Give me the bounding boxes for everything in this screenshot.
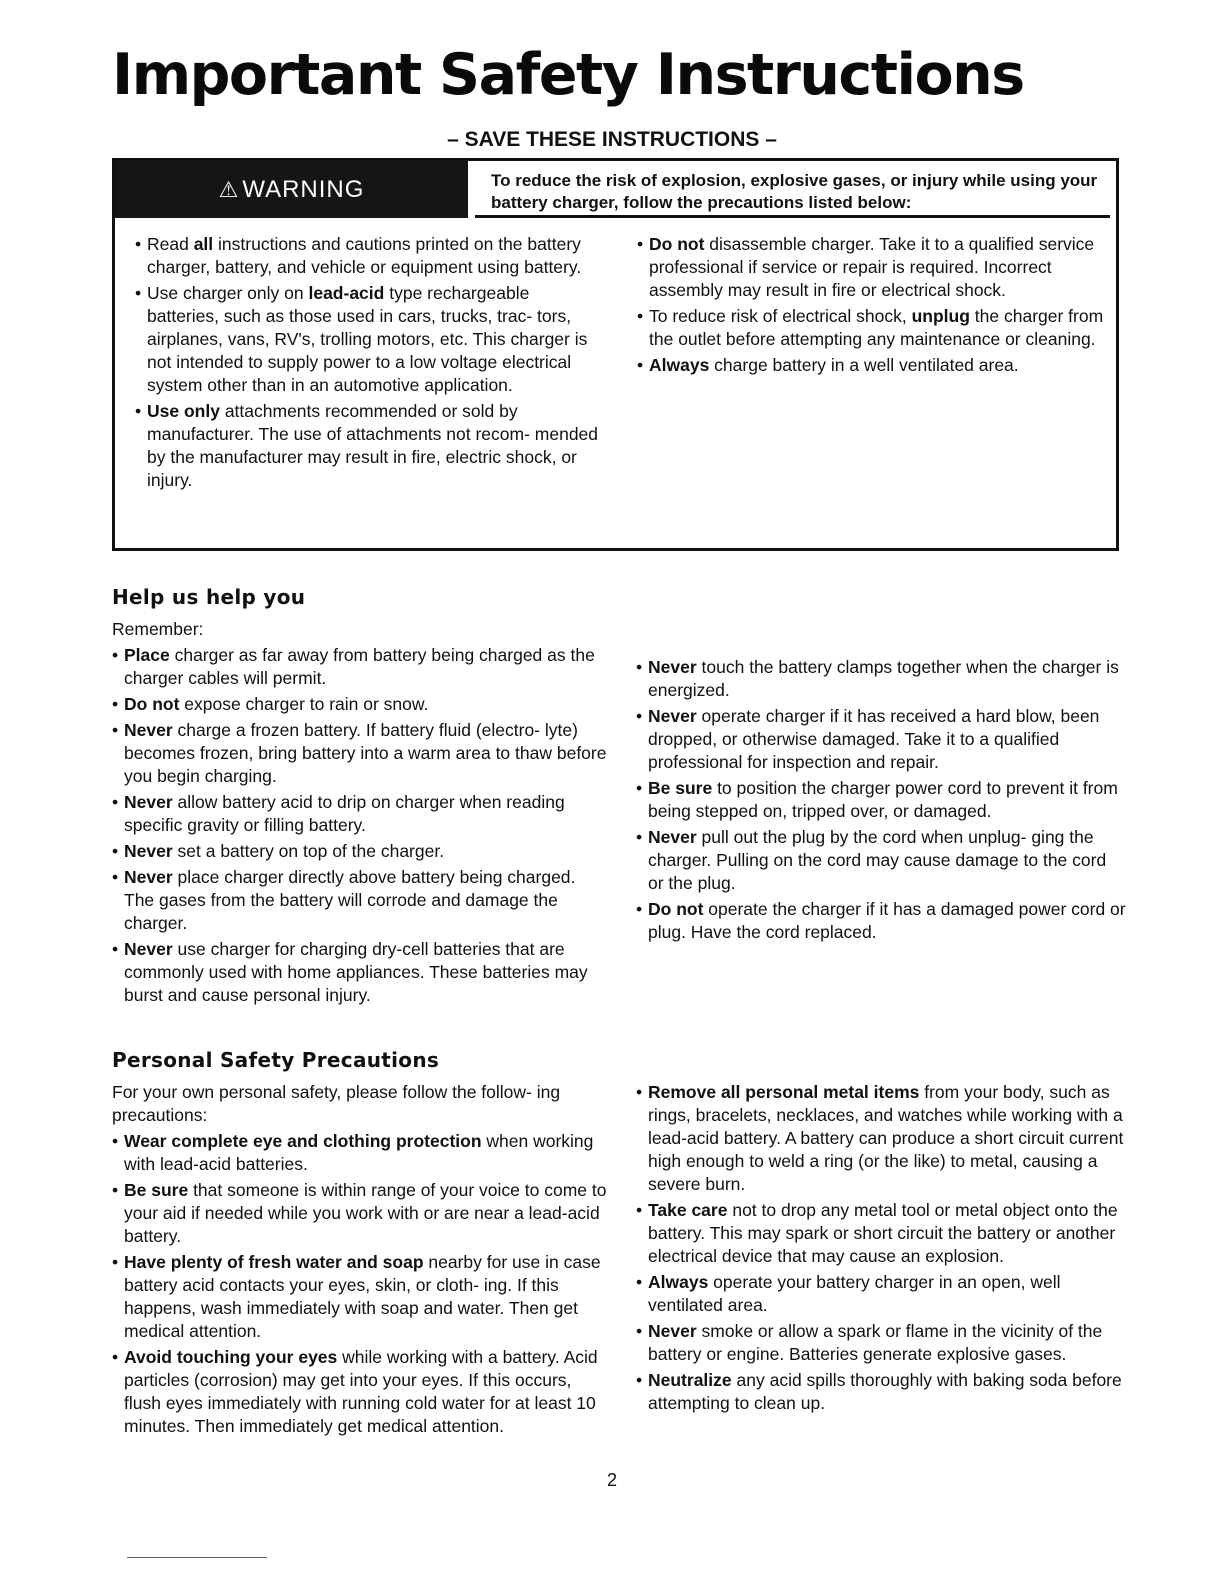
list-item	[135, 400, 605, 492]
list-item	[636, 1320, 1126, 1366]
item-text: nearby for use in case battery acid contacts your eyes, skin, or cloth- ing. If this happens, wash immediately with soap and water. Then get medical attention.	[124, 1252, 601, 1341]
list-item	[112, 693, 607, 716]
item-text: expose charger to rain or snow.	[179, 694, 429, 714]
list-item	[636, 656, 1126, 702]
list-item	[636, 898, 1126, 944]
list-item	[636, 1369, 1126, 1415]
warning-right-list	[637, 233, 1107, 377]
item-text-pre: To reduce risk of electrical shock,	[649, 306, 912, 326]
item-text: while working with a battery. Acid particles (corrosion) may get into your eyes. If this occurs, flush eyes immediately with running cold water for at least 10 minutes. Then immediately get medical attention.	[124, 1347, 598, 1436]
warning-banner	[115, 161, 468, 218]
item-emphasis: Use only	[147, 401, 220, 421]
item-emphasis: Never	[124, 939, 173, 959]
item-emphasis: Do not	[124, 694, 180, 714]
list-item	[112, 791, 607, 837]
list-item	[636, 1271, 1126, 1317]
list-item	[636, 1081, 1126, 1196]
item-emphasis: all	[193, 234, 214, 254]
warning-box	[112, 158, 1119, 551]
item-text-pre: Use charger only on	[147, 283, 309, 303]
item-text-pre: Read	[147, 234, 194, 254]
item-text: the charger from the outlet before attempting any maintenance or cleaning.	[649, 306, 1104, 349]
item-text: place charger directly above battery being charged. The gases from the battery will corrode and damage the charger.	[124, 867, 576, 933]
item-text: set a battery on top of the charger.	[172, 841, 445, 861]
help-left-list	[112, 644, 607, 1007]
item-emphasis: Have plenty of fresh water and soap	[124, 1252, 424, 1272]
help-left-column	[112, 618, 607, 1010]
warning-left-column	[135, 233, 605, 495]
footer-rule	[127, 1557, 267, 1558]
list-item	[135, 233, 605, 279]
item-emphasis: Never	[124, 841, 173, 861]
list-item	[637, 305, 1107, 351]
item-text: charge battery in a well ventilated area.	[709, 355, 1019, 375]
personal-left-column	[112, 1081, 607, 1441]
warning-left-list	[135, 233, 605, 492]
item-emphasis: lead-acid	[308, 283, 385, 303]
item-emphasis: Never	[648, 706, 697, 726]
item-emphasis: Never	[648, 657, 697, 677]
list-item	[112, 1251, 607, 1343]
item-text: operate your battery charger in an open, well ventilated area.	[648, 1272, 1061, 1315]
list-item	[636, 1199, 1126, 1268]
item-emphasis: Avoid touching your eyes	[124, 1347, 338, 1367]
list-item	[112, 1179, 607, 1248]
item-text: to position the charger power cord to prevent it from being stepped on, tripped over, or damaged.	[648, 778, 1118, 821]
list-item	[636, 705, 1126, 774]
personal-safety-heading: Personal Safety Precautions	[112, 1048, 440, 1072]
item-emphasis: Remove all personal metal items	[648, 1082, 920, 1102]
list-item	[112, 719, 607, 788]
list-item	[636, 826, 1126, 895]
item-emphasis: Never	[124, 792, 173, 812]
item-text: instructions and cautions printed on the battery charger, battery, and vehicle or equipment using battery.	[147, 234, 582, 277]
list-item	[637, 233, 1107, 302]
page-title: Important Safety Instructions	[112, 42, 1024, 108]
list-item	[637, 354, 1107, 377]
help-heading: Help us help you	[112, 585, 306, 609]
item-text: operate the charger if it has a damaged power cord or plug. Have the cord replaced.	[648, 899, 1126, 942]
item-emphasis: Be sure	[124, 1180, 189, 1200]
item-text: operate charger if it has received a hard blow, been dropped, or otherwise damaged. Take it to a qualified professional for inspection and repair.	[648, 706, 1100, 772]
warning-triangle-icon: ⚠	[218, 176, 239, 202]
item-text: pull out the plug by the cord when unplug- ging the charger. Pulling on the cord may cause damage to the cord or the plug.	[648, 827, 1107, 893]
item-emphasis: Never	[648, 827, 697, 847]
item-emphasis: Neutralize	[648, 1370, 732, 1390]
item-text: disassemble charger. Take it to a qualified service professional if service or repair is required. Incorrect assembly may result in fire or electrical shock.	[649, 234, 1095, 300]
personal-right-column	[636, 1081, 1126, 1418]
list-item	[112, 840, 607, 863]
help-right-column	[636, 656, 1126, 947]
item-emphasis: Do not	[649, 234, 705, 254]
item-text: charger as far away from battery being charged as the charger cables will permit.	[124, 645, 595, 688]
item-text: when working with lead-acid batteries.	[124, 1131, 594, 1174]
list-item	[112, 644, 607, 690]
page-number: 2	[606, 1470, 617, 1490]
item-text: smoke or allow a spark or flame in the vicinity of the battery or engine. Batteries generate explosive gases.	[648, 1321, 1103, 1364]
item-emphasis: Take care	[648, 1200, 728, 1220]
item-text: charge a frozen battery. If battery fluid (electro- lyte) becomes frozen, bring battery into a warm area to thaw before you begin charging.	[124, 720, 607, 786]
list-item	[112, 1346, 607, 1438]
item-text: from your body, such as rings, bracelets, necklaces, and watches while working with a lead-acid battery. A battery can produce a short circuit current high enough to weld a ring (or the like) to metal, causing a severe burn.	[648, 1082, 1124, 1194]
item-emphasis: Always	[649, 355, 710, 375]
list-item	[112, 938, 607, 1007]
item-text: that someone is within range of your voice to come to your aid if needed while you work with or are near a lead-acid battery.	[124, 1180, 607, 1246]
item-text: use charger for charging dry-cell batteries that are commonly used with home appliances. These batteries may burst and cause personal injury.	[124, 939, 588, 1005]
item-emphasis: Never	[124, 720, 173, 740]
item-text: touch the battery clamps together when the charger is energized.	[648, 657, 1119, 700]
personal-left-list	[112, 1130, 607, 1438]
item-text: attachments recommended or sold by manufacturer. The use of attachments not recom- mended by the manufacturer may result in fire, electric shock, or injury.	[147, 401, 599, 490]
item-emphasis: Be sure	[648, 778, 713, 798]
list-item	[112, 866, 607, 935]
item-emphasis: Do not	[648, 899, 704, 919]
item-text: type rechargeable batteries, such as those used in cars, trucks, trac- tors, airplanes, vans, RV's, trolling motors, etc. This charger is not intended to supply power to a low voltage electrical system other than in an automotive application.	[147, 283, 588, 395]
item-text: not to drop any metal tool or metal object onto the battery. This may spark or short circuit the battery or another electrical device that may cause an explosion.	[648, 1200, 1118, 1266]
list-item	[135, 282, 605, 397]
item-emphasis: Never	[648, 1321, 697, 1341]
item-emphasis: Place	[124, 645, 170, 665]
personal-intro: For your own personal safety, please follow the follow- ing precautions:	[112, 1082, 561, 1125]
item-emphasis: Wear complete eye and clothing protection	[124, 1131, 482, 1151]
item-emphasis: unplug	[911, 306, 970, 326]
subtitle: – SAVE THESE INSTRUCTIONS –	[447, 128, 777, 151]
list-item	[636, 777, 1126, 823]
help-right-list	[636, 656, 1126, 944]
help-intro: Remember:	[112, 619, 204, 639]
item-text: allow battery acid to drip on charger when reading specific gravity or filling battery.	[124, 792, 565, 835]
item-emphasis: Always	[648, 1272, 709, 1292]
warning-message: To reduce the risk of explosion, explosive gases, or injury while using your battery charger, follow the precautions listed below:	[475, 164, 1110, 218]
warning-right-column	[637, 233, 1107, 380]
item-emphasis: Never	[124, 867, 173, 887]
item-text: any acid spills thoroughly with baking soda before attempting to clean up.	[648, 1370, 1122, 1413]
list-item	[112, 1130, 607, 1176]
personal-right-list	[636, 1081, 1126, 1415]
warning-label: WARNING	[242, 175, 365, 203]
